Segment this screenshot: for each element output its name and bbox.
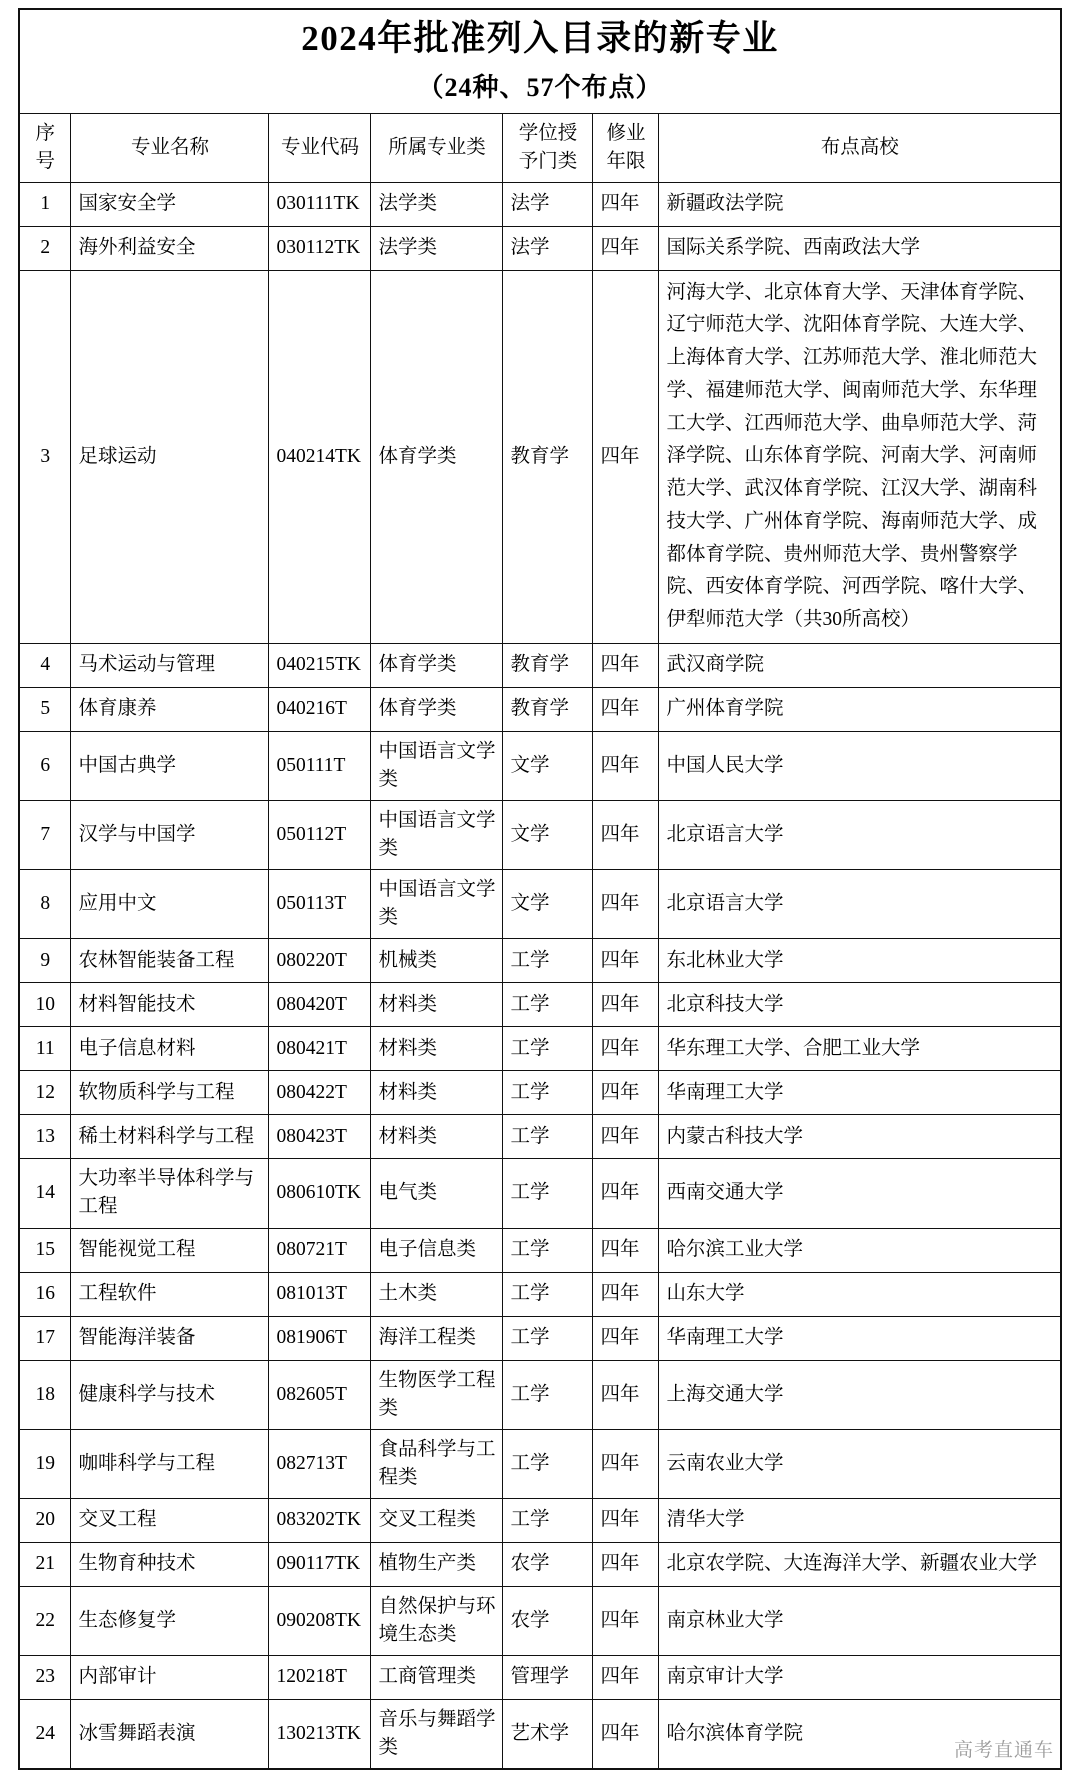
- cell-years: 四年: [593, 1115, 659, 1159]
- cell-code: 082605T: [269, 1360, 371, 1429]
- cell-univ: 内蒙古科技大学: [659, 1115, 1061, 1159]
- table-row: [19, 1228, 1061, 1272]
- table-row: [19, 731, 1061, 800]
- cell-years: 四年: [593, 801, 659, 870]
- table-row: [19, 687, 1061, 731]
- cell-name: 冰雪舞蹈表演: [71, 1700, 269, 1770]
- cell-univ: 南京林业大学: [659, 1586, 1061, 1655]
- cell-cat: 中国语言文学类: [371, 731, 503, 800]
- cell-seq: 20: [19, 1498, 71, 1542]
- cell-deg: 工学: [503, 1316, 593, 1360]
- cell-cat: 工商管理类: [371, 1656, 503, 1700]
- cell-deg: 农学: [503, 1586, 593, 1655]
- cell-univ: 南京审计大学: [659, 1656, 1061, 1700]
- cell-deg: 管理学: [503, 1656, 593, 1700]
- table-row: [19, 1700, 1061, 1770]
- cell-univ: 华南理工大学: [659, 1316, 1061, 1360]
- cell-seq: 14: [19, 1159, 71, 1228]
- column-header-deg: 学位授予门类: [503, 113, 593, 182]
- column-header-cat: 所属专业类: [371, 113, 503, 182]
- cell-deg: 工学: [503, 983, 593, 1027]
- cell-code: 120218T: [269, 1656, 371, 1700]
- cell-cat: 中国语言文学类: [371, 801, 503, 870]
- cell-code: 081906T: [269, 1316, 371, 1360]
- cell-seq: 11: [19, 1027, 71, 1071]
- cell-code: 082713T: [269, 1429, 371, 1498]
- cell-cat: 中国语言文学类: [371, 870, 503, 939]
- cell-name: 内部审计: [71, 1656, 269, 1700]
- cell-deg: 工学: [503, 1071, 593, 1115]
- cell-years: 四年: [593, 1071, 659, 1115]
- cell-cat: 植物生产类: [371, 1542, 503, 1586]
- table-row: [19, 1071, 1061, 1115]
- cell-name: 健康科学与技术: [71, 1360, 269, 1429]
- cell-seq: 1: [19, 182, 71, 226]
- table-row: [19, 983, 1061, 1027]
- cell-name: 汉学与中国学: [71, 801, 269, 870]
- cell-cat: 材料类: [371, 1027, 503, 1071]
- column-header-univ: 布点高校: [659, 113, 1061, 182]
- cell-univ: 北京农学院、大连海洋大学、新疆农业大学: [659, 1542, 1061, 1586]
- cell-deg: 法学: [503, 182, 593, 226]
- cell-code: 030112TK: [269, 226, 371, 270]
- cell-univ: 北京语言大学: [659, 870, 1061, 939]
- cell-cat: 生物医学工程类: [371, 1360, 503, 1429]
- table-row: [19, 1159, 1061, 1228]
- cell-seq: 18: [19, 1360, 71, 1429]
- table-body: [19, 182, 1061, 1769]
- cell-years: 四年: [593, 870, 659, 939]
- cell-seq: 24: [19, 1700, 71, 1770]
- cell-code: 083202TK: [269, 1498, 371, 1542]
- cell-years: 四年: [593, 1542, 659, 1586]
- cell-seq: 3: [19, 270, 71, 643]
- cell-univ: 清华大学: [659, 1498, 1061, 1542]
- table-row: [19, 1498, 1061, 1542]
- cell-deg: 工学: [503, 1360, 593, 1429]
- table-row: [19, 1586, 1061, 1655]
- cell-univ: 河海大学、北京体育大学、天津体育学院、辽宁师范大学、沈阳体育学院、大连大学、上海体育大学、江苏师范大学、淮北师范大学、福建师范大学、闽南师范大学、东华理工大学、江西师范大学、曲阜师范大学、菏泽学院、山东体育学院、河南大学、河南师范大学、武汉体育学院、江汉大学、湖南科技大学、广州体育学院、海南师范大学、成都体育学院、贵州师范大学、贵州警察学院、西安体育学院、河西学院、喀什大学、伊犁师范大学（共30所高校）: [659, 270, 1061, 643]
- cell-code: 080422T: [269, 1071, 371, 1115]
- cell-univ: 华南理工大学: [659, 1071, 1061, 1115]
- cell-cat: 材料类: [371, 1071, 503, 1115]
- cell-cat: 材料类: [371, 1115, 503, 1159]
- cell-name: 国家安全学: [71, 182, 269, 226]
- cell-years: 四年: [593, 1228, 659, 1272]
- cell-cat: 食品科学与工程类: [371, 1429, 503, 1498]
- cell-deg: 工学: [503, 1228, 593, 1272]
- cell-name: 交叉工程: [71, 1498, 269, 1542]
- cell-univ: 上海交通大学: [659, 1360, 1061, 1429]
- cell-code: 081013T: [269, 1272, 371, 1316]
- cell-years: 四年: [593, 1316, 659, 1360]
- table-row: [19, 1429, 1061, 1498]
- cell-years: 四年: [593, 1700, 659, 1770]
- cell-deg: 工学: [503, 1159, 593, 1228]
- table-row: [19, 1316, 1061, 1360]
- cell-cat: 交叉工程类: [371, 1498, 503, 1542]
- cell-cat: 海洋工程类: [371, 1316, 503, 1360]
- table-row: [19, 939, 1061, 983]
- cell-univ: 武汉商学院: [659, 643, 1061, 687]
- cell-code: 090117TK: [269, 1542, 371, 1586]
- cell-name: 电子信息材料: [71, 1027, 269, 1071]
- cell-seq: 8: [19, 870, 71, 939]
- cell-seq: 2: [19, 226, 71, 270]
- cell-years: 四年: [593, 731, 659, 800]
- page-subtitle: （24种、57个布点）: [417, 72, 663, 102]
- cell-seq: 10: [19, 983, 71, 1027]
- cell-code: 080721T: [269, 1228, 371, 1272]
- cell-name: 马术运动与管理: [71, 643, 269, 687]
- cell-seq: 15: [19, 1228, 71, 1272]
- cell-deg: 文学: [503, 870, 593, 939]
- cell-univ: 国际关系学院、西南政法大学: [659, 226, 1061, 270]
- title-row: [19, 9, 1061, 113]
- cell-univ: 新疆政法学院: [659, 182, 1061, 226]
- cell-years: 四年: [593, 1027, 659, 1071]
- cell-deg: 工学: [503, 1429, 593, 1498]
- cell-code: 080423T: [269, 1115, 371, 1159]
- cell-univ: 中国人民大学: [659, 731, 1061, 800]
- cell-cat: 机械类: [371, 939, 503, 983]
- cell-cat: 法学类: [371, 182, 503, 226]
- cell-deg: 艺术学: [503, 1700, 593, 1770]
- cell-code: 090208TK: [269, 1586, 371, 1655]
- cell-name: 材料智能技术: [71, 983, 269, 1027]
- cell-deg: 工学: [503, 939, 593, 983]
- cell-deg: 工学: [503, 1115, 593, 1159]
- cell-years: 四年: [593, 1272, 659, 1316]
- cell-deg: 工学: [503, 1498, 593, 1542]
- table-row: [19, 643, 1061, 687]
- new-majors-table: [18, 8, 1062, 1770]
- table-row: [19, 870, 1061, 939]
- cell-deg: 教育学: [503, 270, 593, 643]
- cell-univ: 哈尔滨体育学院: [659, 1700, 1061, 1770]
- table-head: [19, 9, 1061, 182]
- cell-deg: 教育学: [503, 643, 593, 687]
- cell-deg: 文学: [503, 731, 593, 800]
- cell-seq: 19: [19, 1429, 71, 1498]
- cell-name: 海外利益安全: [71, 226, 269, 270]
- cell-seq: 5: [19, 687, 71, 731]
- cell-years: 四年: [593, 226, 659, 270]
- cell-seq: 23: [19, 1656, 71, 1700]
- table-row: [19, 1115, 1061, 1159]
- cell-years: 四年: [593, 1360, 659, 1429]
- cell-deg: 工学: [503, 1272, 593, 1316]
- cell-years: 四年: [593, 182, 659, 226]
- cell-cat: 法学类: [371, 226, 503, 270]
- cell-cat: 体育学类: [371, 270, 503, 643]
- cell-name: 智能海洋装备: [71, 1316, 269, 1360]
- cell-name: 大功率半导体科学与工程: [71, 1159, 269, 1228]
- cell-code: 030111TK: [269, 182, 371, 226]
- cell-years: 四年: [593, 1498, 659, 1542]
- cell-years: 四年: [593, 1159, 659, 1228]
- cell-code: 130213TK: [269, 1700, 371, 1770]
- table-row: [19, 1272, 1061, 1316]
- cell-name: 生态修复学: [71, 1586, 269, 1655]
- cell-cat: 音乐与舞蹈学类: [371, 1700, 503, 1770]
- cell-code: 080610TK: [269, 1159, 371, 1228]
- cell-name: 稀土材料科学与工程: [71, 1115, 269, 1159]
- cell-deg: 教育学: [503, 687, 593, 731]
- table-row: [19, 1542, 1061, 1586]
- cell-code: 040216T: [269, 687, 371, 731]
- cell-name: 工程软件: [71, 1272, 269, 1316]
- cell-seq: 13: [19, 1115, 71, 1159]
- cell-deg: 农学: [503, 1542, 593, 1586]
- cell-cat: 电气类: [371, 1159, 503, 1228]
- cell-seq: 9: [19, 939, 71, 983]
- cell-deg: 法学: [503, 226, 593, 270]
- cell-code: 050112T: [269, 801, 371, 870]
- cell-name: 智能视觉工程: [71, 1228, 269, 1272]
- column-header-code: 专业代码: [269, 113, 371, 182]
- cell-seq: 7: [19, 801, 71, 870]
- table-row: [19, 226, 1061, 270]
- cell-univ: 北京语言大学: [659, 801, 1061, 870]
- cell-univ: 云南农业大学: [659, 1429, 1061, 1498]
- column-header-row: [19, 113, 1061, 182]
- cell-univ: 北京科技大学: [659, 983, 1061, 1027]
- cell-code: 040214TK: [269, 270, 371, 643]
- cell-univ: 西南交通大学: [659, 1159, 1061, 1228]
- table-row: [19, 1360, 1061, 1429]
- cell-seq: 22: [19, 1586, 71, 1655]
- cell-years: 四年: [593, 643, 659, 687]
- cell-years: 四年: [593, 1656, 659, 1700]
- cell-code: 080421T: [269, 1027, 371, 1071]
- cell-univ: 华东理工大学、合肥工业大学: [659, 1027, 1061, 1071]
- cell-code: 040215TK: [269, 643, 371, 687]
- cell-years: 四年: [593, 1586, 659, 1655]
- cell-name: 应用中文: [71, 870, 269, 939]
- cell-years: 四年: [593, 1429, 659, 1498]
- cell-years: 四年: [593, 983, 659, 1027]
- cell-name: 足球运动: [71, 270, 269, 643]
- watermark: 高考直通车: [953, 1740, 1054, 1762]
- cell-name: 中国古典学: [71, 731, 269, 800]
- cell-cat: 电子信息类: [371, 1228, 503, 1272]
- cell-seq: 16: [19, 1272, 71, 1316]
- cell-seq: 21: [19, 1542, 71, 1586]
- cell-univ: 哈尔滨工业大学: [659, 1228, 1061, 1272]
- column-header-seq: 序号: [19, 113, 71, 182]
- cell-cat: 土木类: [371, 1272, 503, 1316]
- cell-univ: 山东大学: [659, 1272, 1061, 1316]
- cell-years: 四年: [593, 270, 659, 643]
- cell-years: 四年: [593, 687, 659, 731]
- cell-cat: 材料类: [371, 983, 503, 1027]
- column-header-years: 修业年限: [593, 113, 659, 182]
- cell-seq: 17: [19, 1316, 71, 1360]
- cell-seq: 12: [19, 1071, 71, 1115]
- table-row: [19, 1656, 1061, 1700]
- cell-code: 080220T: [269, 939, 371, 983]
- cell-name: 农林智能装备工程: [71, 939, 269, 983]
- document-title-cell: [19, 9, 1061, 113]
- cell-univ: 广州体育学院: [659, 687, 1061, 731]
- cell-name: 体育康养: [71, 687, 269, 731]
- column-header-name: 专业名称: [71, 113, 269, 182]
- cell-code: 080420T: [269, 983, 371, 1027]
- page-title: 2024年批准列入目录的新专业: [301, 19, 779, 58]
- cell-code: 050113T: [269, 870, 371, 939]
- cell-name: 咖啡科学与工程: [71, 1429, 269, 1498]
- cell-cat: 体育学类: [371, 643, 503, 687]
- cell-deg: 工学: [503, 1027, 593, 1071]
- cell-name: 软物质科学与工程: [71, 1071, 269, 1115]
- cell-univ: 东北林业大学: [659, 939, 1061, 983]
- cell-cat: 自然保护与环境生态类: [371, 1586, 503, 1655]
- cell-years: 四年: [593, 939, 659, 983]
- table-row: [19, 270, 1061, 643]
- table-row: [19, 801, 1061, 870]
- cell-name: 生物育种技术: [71, 1542, 269, 1586]
- table-row: [19, 1027, 1061, 1071]
- cell-code: 050111T: [269, 731, 371, 800]
- cell-seq: 4: [19, 643, 71, 687]
- cell-deg: 文学: [503, 801, 593, 870]
- cell-seq: 6: [19, 731, 71, 800]
- table-row: [19, 182, 1061, 226]
- cell-cat: 体育学类: [371, 687, 503, 731]
